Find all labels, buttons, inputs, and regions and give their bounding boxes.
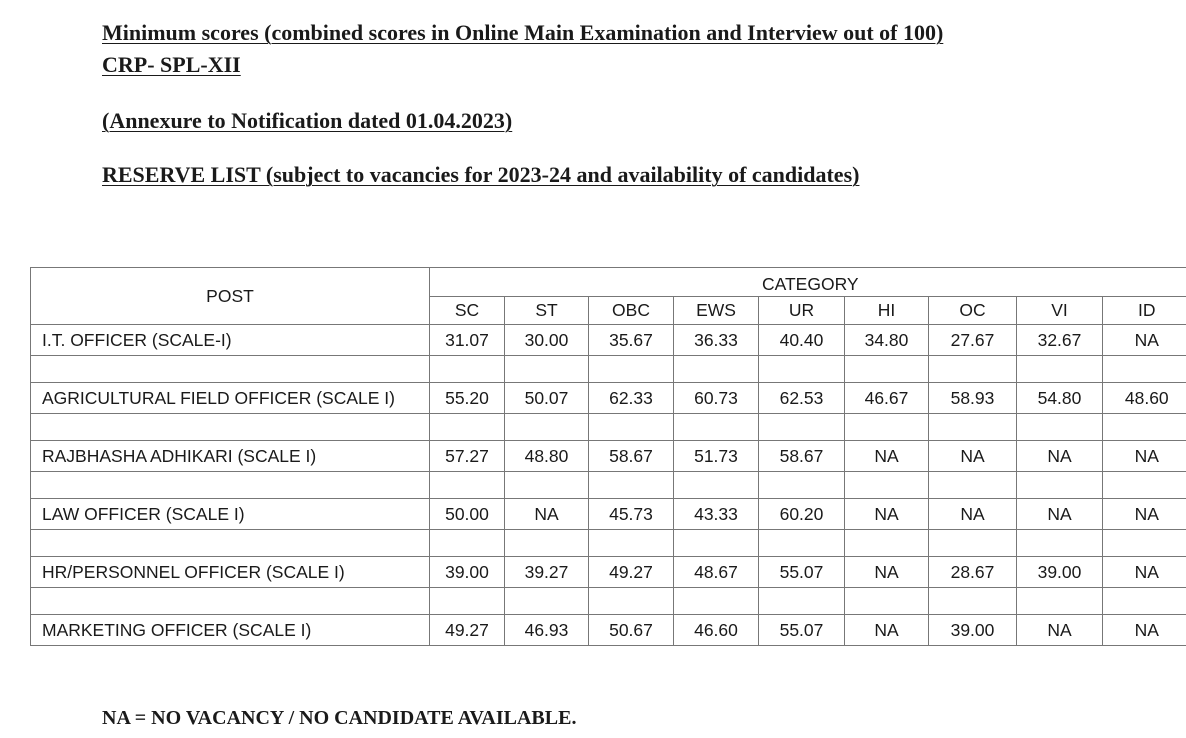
score-cell-obc: 45.73 [589, 499, 674, 530]
empty-cell [589, 530, 674, 557]
empty-cell [589, 588, 674, 615]
score-cell-obc: 58.67 [589, 441, 674, 472]
score-cell-id: 48.60 [1103, 383, 1186, 414]
score-cell-obc: 50.67 [589, 615, 674, 646]
score-cell-id: NA [1103, 499, 1186, 530]
empty-cell [1103, 588, 1186, 615]
empty-cell [31, 588, 430, 615]
empty-cell [845, 414, 929, 441]
score-cell-hi: 34.80 [845, 325, 929, 356]
score-cell-ur: 60.20 [759, 499, 845, 530]
empty-cell [1017, 588, 1103, 615]
empty-cell [929, 588, 1017, 615]
score-cell-oc: 58.93 [929, 383, 1017, 414]
score-cell-sc: 39.00 [430, 557, 505, 588]
empty-cell [929, 356, 1017, 383]
score-cell-st: 39.27 [505, 557, 589, 588]
score-cell-oc: 28.67 [929, 557, 1017, 588]
spacer-row [31, 588, 1186, 615]
column-header-ews: EWS [674, 297, 759, 325]
score-cell-hi: NA [845, 557, 929, 588]
score-cell-vi: NA [1017, 441, 1103, 472]
empty-cell [674, 356, 759, 383]
category-header: CATEGORY [430, 268, 1186, 297]
table-row [31, 557, 1186, 588]
empty-cell [1103, 472, 1186, 499]
score-cell-st: NA [505, 499, 589, 530]
empty-cell [845, 530, 929, 557]
footnote: NA = NO VACANCY / NO CANDIDATE AVAILABLE. [102, 707, 577, 729]
empty-cell [674, 414, 759, 441]
empty-cell [845, 588, 929, 615]
score-cell-obc: 62.33 [589, 383, 674, 414]
score-cell-obc: 49.27 [589, 557, 674, 588]
header-row-top [31, 268, 1186, 297]
empty-cell [759, 588, 845, 615]
empty-cell [505, 530, 589, 557]
empty-cell [1103, 414, 1186, 441]
spacer-row [31, 414, 1186, 441]
empty-cell [31, 472, 430, 499]
post-name-cell: HR/PERSONNEL OFFICER (SCALE I) [31, 557, 430, 588]
score-cell-vi: 39.00 [1017, 557, 1103, 588]
empty-cell [1017, 414, 1103, 441]
column-header-ur: UR [759, 297, 845, 325]
score-cell-st: 48.80 [505, 441, 589, 472]
empty-cell [759, 356, 845, 383]
score-cell-ews: 48.67 [674, 557, 759, 588]
post-name-cell: LAW OFFICER (SCALE I) [31, 499, 430, 530]
column-header-hi: HI [845, 297, 929, 325]
score-cell-id: NA [1103, 325, 1186, 356]
score-cell-vi: NA [1017, 499, 1103, 530]
heading-reserve-list: RESERVE LIST (subject to vacancies for 2023-24 and availability of candidates) [102, 162, 860, 187]
score-cell-oc: NA [929, 499, 1017, 530]
empty-cell [759, 472, 845, 499]
empty-cell [430, 356, 505, 383]
score-cell-vi: 32.67 [1017, 325, 1103, 356]
empty-cell [929, 530, 1017, 557]
scores-table [30, 267, 1186, 646]
post-name-cell: I.T. OFFICER (SCALE-I) [31, 325, 430, 356]
post-name-cell: AGRICULTURAL FIELD OFFICER (SCALE I) [31, 383, 430, 414]
empty-cell [505, 414, 589, 441]
empty-cell [505, 356, 589, 383]
post-name-cell: MARKETING OFFICER (SCALE I) [31, 615, 430, 646]
empty-cell [31, 414, 430, 441]
heading-annexure: (Annexure to Notification dated 01.04.2023) [102, 108, 513, 133]
empty-cell [430, 588, 505, 615]
empty-cell [1017, 356, 1103, 383]
score-cell-vi: NA [1017, 615, 1103, 646]
table-row [31, 615, 1186, 646]
post-name-cell: RAJBHASHA ADHIKARI (SCALE I) [31, 441, 430, 472]
empty-cell [589, 472, 674, 499]
score-cell-ur: 55.07 [759, 557, 845, 588]
score-cell-hi: NA [845, 441, 929, 472]
score-cell-sc: 49.27 [430, 615, 505, 646]
spacer-row [31, 530, 1186, 557]
score-cell-id: NA [1103, 557, 1186, 588]
empty-cell [929, 472, 1017, 499]
score-cell-ews: 36.33 [674, 325, 759, 356]
score-cell-oc: NA [929, 441, 1017, 472]
score-cell-id: NA [1103, 441, 1186, 472]
score-cell-ews: 43.33 [674, 499, 759, 530]
empty-cell [845, 356, 929, 383]
table-row [31, 383, 1186, 414]
empty-cell [759, 414, 845, 441]
spacer-row [31, 356, 1186, 383]
score-cell-st: 46.93 [505, 615, 589, 646]
post-column-header: POST [31, 268, 430, 325]
empty-cell [1103, 356, 1186, 383]
column-header-oc: OC [929, 297, 1017, 325]
heading-recruitment-code: CRP- SPL-XII [102, 52, 241, 77]
score-cell-st: 50.07 [505, 383, 589, 414]
score-cell-ews: 46.60 [674, 615, 759, 646]
score-cell-sc: 31.07 [430, 325, 505, 356]
empty-cell [1017, 530, 1103, 557]
empty-cell [430, 530, 505, 557]
score-cell-id: NA [1103, 615, 1186, 646]
column-header-sc: SC [430, 297, 505, 325]
score-cell-oc: 39.00 [929, 615, 1017, 646]
table-row [31, 441, 1186, 472]
empty-cell [589, 356, 674, 383]
score-cell-hi: NA [845, 499, 929, 530]
score-cell-hi: 46.67 [845, 383, 929, 414]
score-cell-ur: 40.40 [759, 325, 845, 356]
score-cell-oc: 27.67 [929, 325, 1017, 356]
empty-cell [1017, 472, 1103, 499]
empty-cell [1103, 530, 1186, 557]
empty-cell [505, 588, 589, 615]
column-header-id: ID [1103, 297, 1186, 325]
empty-cell [430, 472, 505, 499]
empty-cell [31, 356, 430, 383]
score-cell-sc: 57.27 [430, 441, 505, 472]
empty-cell [929, 414, 1017, 441]
score-cell-ews: 60.73 [674, 383, 759, 414]
score-cell-ews: 51.73 [674, 441, 759, 472]
column-header-vi: VI [1017, 297, 1103, 325]
table-row [31, 499, 1186, 530]
spacer-row [31, 472, 1186, 499]
empty-cell [589, 414, 674, 441]
empty-cell [505, 472, 589, 499]
column-header-obc: OBC [589, 297, 674, 325]
score-cell-ur: 58.67 [759, 441, 845, 472]
table-row [31, 325, 1186, 356]
empty-cell [674, 588, 759, 615]
score-cell-vi: 54.80 [1017, 383, 1103, 414]
score-cell-ur: 55.07 [759, 615, 845, 646]
empty-cell [31, 530, 430, 557]
score-cell-sc: 55.20 [430, 383, 505, 414]
empty-cell [674, 530, 759, 557]
score-cell-st: 30.00 [505, 325, 589, 356]
score-cell-hi: NA [845, 615, 929, 646]
score-cell-sc: 50.00 [430, 499, 505, 530]
heading-title: Minimum scores (combined scores in Online Main Examination and Interview out of 100) [102, 20, 944, 45]
empty-cell [430, 414, 505, 441]
empty-cell [845, 472, 929, 499]
score-cell-ur: 62.53 [759, 383, 845, 414]
column-header-st: ST [505, 297, 589, 325]
empty-cell [674, 472, 759, 499]
empty-cell [759, 530, 845, 557]
score-cell-obc: 35.67 [589, 325, 674, 356]
